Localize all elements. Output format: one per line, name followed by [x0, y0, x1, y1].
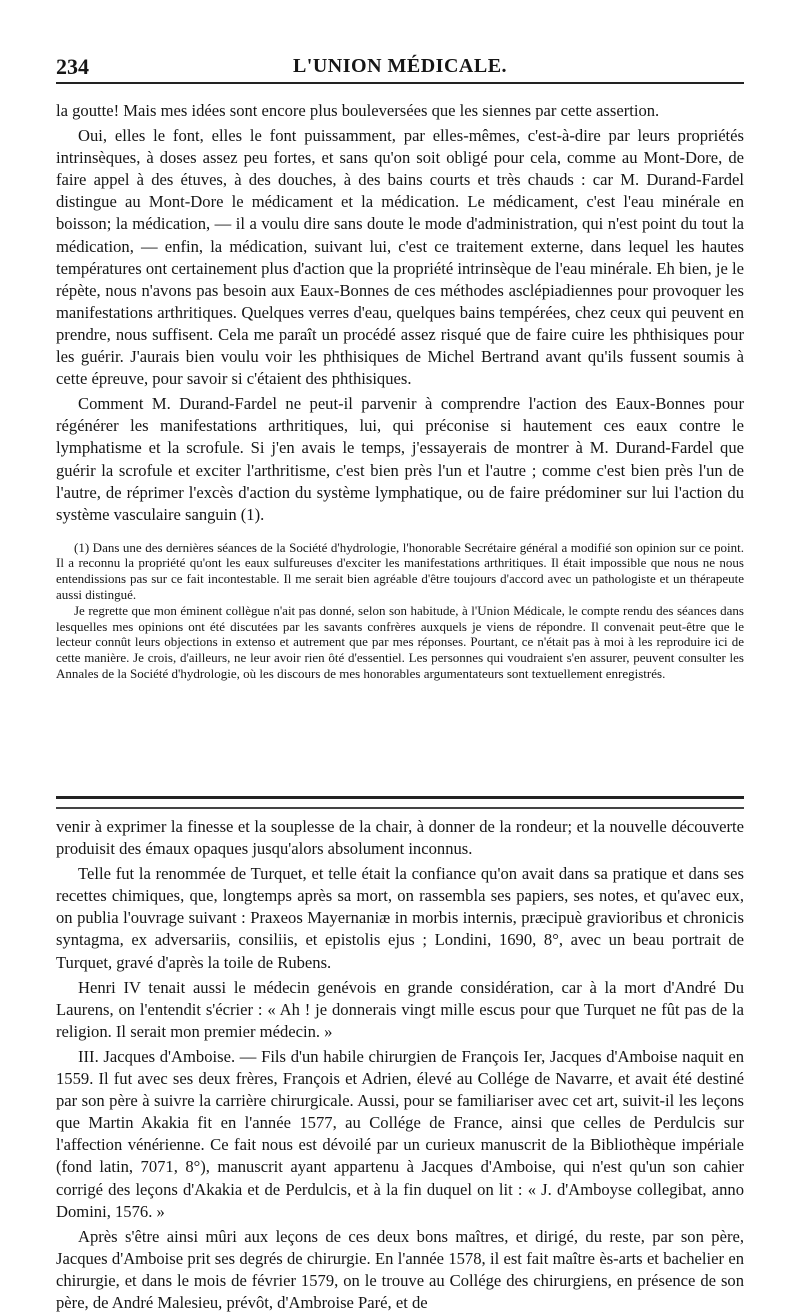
paragraph: Oui, elles le font, elles le font puissamment, par elles-mêmes, c'est-à-dire par leurs propriétés intrinsèques, à doses assez peu fortes, et sans qu'on soit obligé pour cela, comme au Mont-Dore, de faire appel à des étuves, à des douches, à des bains courts et très chauds : car M. Durand-Fardel distingue au Mont-Dore le médicament et la médication. Le médicament, c'est l'eau minérale en boisson; la médication, — il a voulu dire sans doute le mode d'administration, qui n'est point du tout la médication, — enfin, la médication, suivant lui, c'est ce traitement externe, dans lequel les hautes températures ont certainement plus d'action que la propriété intrinsèque de l'eau minérale. Eh bien, je le répète, nous n'avons pas besoin aux Eaux-Bonnes de ces méthodes asclépiadiennes pour provoquer les manifestations arthritiques. Quelques verres d'eau, quelques bains tempérées, chez ceux qui peuvent en prendre, nous suffisent. Cela me paraît un procédé assez risqué que de faire cuire les phthisiques pour les guérir. J'aurais bien voulu voir les phthisiques de Michel Bertrand avant qu'ils fussent soumis à cette épreuve, pour savoir si c'étaient des phthisiques. — [56, 126, 744, 389]
footnotes — [56, 540, 744, 681]
running-header — [56, 52, 744, 84]
paragraph: Comment M. Durand-Fardel ne peut-il parvenir à comprendre l'action des Eaux-Bonnes pour régénérer les manifestations arthritiques, lui, qui préconise si hautement ces eaux contre le lymphatisme et la scrofule. Si j'en avais le temps, j'essayerais de montrer à M. Durand-Fardel que guérir la scrofule et exciter l'arthritisme, c'est bien près l'un et l'autre ; comme c'est bien près l'un de l'autre, de réprimer l'excès d'action du système lymphatique, ou de faire prédominer sur lui l'action du système vasculaire sanguin (1). — [56, 394, 744, 524]
journal-title: L'UNION MÉDICALE. — [292, 55, 508, 77]
paragraph: Henri IV tenait aussi le médecin genévois en grande considération, car à la mort d'André Du Laurens, on l'entendit s'écrier : « Ah ! je donnerais vingt mille escus pour que Turquet ne fût pas de la religion. Il serait mon premier médecin. » — [56, 977, 744, 1041]
paragraph: Après s'être ainsi mûri aux leçons de ces deux bons maîtres, et dirigé, du reste, par son père, Jacques d'Amboise prit ses degrés de chirurgie. En l'année 1578, il est fait maître ès-arts et bachelier en chirurgie, et dans le mois de février 1579, on le trouve au Collége des chirurgiens, en présence de son père, de André Malesieu, prévôt, d'Ambroise Paré, et de — [56, 1226, 744, 1312]
lower-article — [56, 816, 744, 1314]
paragraph: la goutte! Mais mes idées sont encore plus bouleversées que les siennes par cette assertion. — [56, 101, 660, 120]
section-divider — [56, 796, 744, 809]
paragraph: Telle fut la renommée de Turquet, et telle était la confiance qu'on avait dans sa pratique et dans ses recettes chimiques, que, longtemps après sa mort, on rassembla ses papiers, ses notes, et qu'avec eux, on publia l'ouvrage suivant : Praxeos Mayernaniæ in morbis internis, præcipuè gravioribus et chronicis syntagma, ex adversariis, consiliis, et epistolis ejus ; Londini, 1690, 8°, avec un beau portrait de Turquet, gravé d'après la toile de Rubens. — [56, 864, 744, 972]
paragraph: venir à exprimer la finesse et la souplesse de la chair, à donner de la rondeur; et la nouvelle découverte produisit des émaux opaques jusqu'alors absolument inconnus. — [56, 817, 744, 859]
page-number: 234 — [56, 54, 89, 79]
paragraph: III. Jacques d'Amboise. — Fils d'un habile chirurgien de François Ier, Jacques d'Amboise naquit en 1559. Il fut avec ses deux frères, François et Adrien, élevé au Collége de Navarre, et avait été destiné par son père à suivre la carrière chirurgicale. Aussi, pour se familiariser avec cet art, suivit-il les leçons que Martin Akakia fit en l'année 1577, au Collége de France, ainsi que celles de Perdulcis sur l'affection vénérienne. Ce fait nous est dévoilé par un curieux manuscrit de la Bibliothèque impériale (fond latin, 7071, 8°), manuscrit ayant appartenu à Jacques d'Amboise, qui n'est qu'un son cahier corrigé des leçons d'Akakia et de Perdulcis, et à la fin duquel on lit : « J. d'Amboyse collegibat, anno Domini, 1576. » — [56, 1046, 744, 1221]
lower-article-body — [56, 816, 744, 1314]
footnote: (1) Dans une des dernières séances de la Société d'hydrologie, l'honorable Secrétaire général a modifié son opinion sur ce point. Il a reconnu la propriété qu'ont les eaux sulfureuses d'exciter les manifestations arthritiques. Il était impossible que nous ne nous entendissions pas sur ce fait incontestable. Il me serait bien agréable d'être toujours d'accord avec un pathologiste et un thérapeute aussi distingué. — [56, 539, 744, 602]
upper-article — [56, 100, 744, 681]
footnote: Je regrette que mon éminent collègue n'ait pas donné, selon son habitude, à l'Union Médicale, le compte rendu des séances dans lesquelles mes opinions ont été discutées par les savants confrères auxquels je viens de répondre. Il convenait peut-être que le lecteur connût leurs objections in extenso et autrement que par mes réponses. Pourtant, ce n'était pas à moi à les reproduire ici de cette manière. Je crois, d'ailleurs, ne leur avoir rien ôté d'essentiel. Les personnes qui voudraient s'en assurer, peuvent consulter les Annales de la Société d'hydrologie, où les discours de mes honorables argumentateurs sont textuellement enregistrés. — [56, 603, 744, 681]
upper-article-body — [56, 100, 744, 526]
